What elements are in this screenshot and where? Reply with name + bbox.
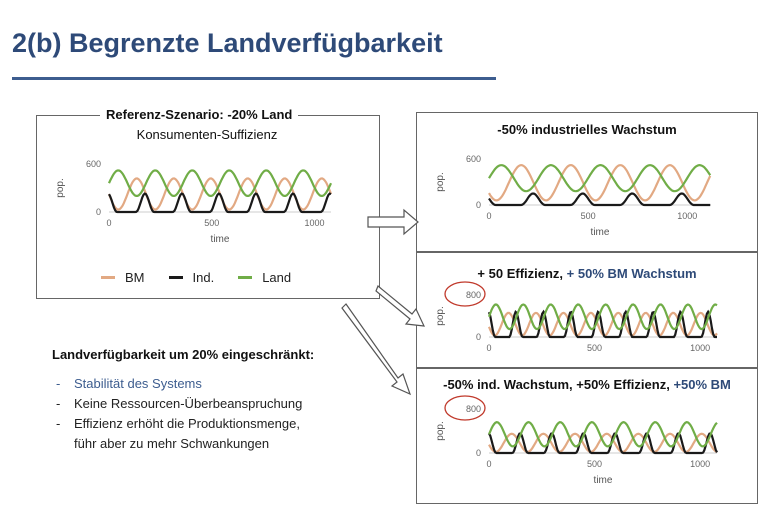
y-tick-label: 0 <box>475 332 481 342</box>
page-title: 2(b) Begrenzte Landverfügbarkeit <box>12 28 443 58</box>
x-tick-label: 1000 <box>690 343 711 353</box>
x-tick-label: 0 <box>486 211 492 221</box>
scenario-2-chart <box>417 113 757 251</box>
scenario-panel-3 <box>416 252 758 368</box>
y-tick-label: 800 <box>465 290 481 300</box>
x-tick-label: 500 <box>587 459 603 469</box>
note-item-continued: führ aber zu mehr Schwankungen <box>74 436 270 451</box>
legend-item-land <box>238 270 291 285</box>
x-axis-label: time <box>590 227 610 238</box>
y-tick-label: 0 <box>475 200 481 210</box>
y-axis-label: pop. <box>435 172 446 192</box>
arrow-to-panel-4 <box>340 300 420 400</box>
y-tick-label: 0 <box>475 448 481 458</box>
legend-item-ind <box>169 270 215 285</box>
x-tick-label: 1000 <box>690 459 711 469</box>
notes-list <box>52 374 302 454</box>
y-tick-label: 800 <box>465 404 481 414</box>
reference-panel <box>36 115 380 299</box>
reference-subtitle: Konsumenten-Suffizienz <box>136 127 278 142</box>
y-axis-label: pop. <box>435 421 446 441</box>
series-line-bm <box>489 165 710 200</box>
x-tick-label: 0 <box>486 459 492 469</box>
legend-label-land: Land <box>262 270 292 285</box>
scenario-3-title: + 50 Effizienz, + 50% BM Wachstum <box>477 266 697 281</box>
notes-heading: Landverfügbarkeit um 20% eingeschränkt: <box>52 347 315 362</box>
note-item: - Keine Ressourcen-Überbeanspruchung <box>52 394 302 414</box>
scenario-2-title: -50% industrielles Wachstum <box>497 122 677 137</box>
x-tick-label: 500 <box>204 218 220 228</box>
x-axis-label: time <box>593 475 613 486</box>
scenario-panel-2 <box>416 112 758 252</box>
legend-item-bm <box>101 270 145 285</box>
legend-label-bm: BM <box>125 270 145 285</box>
reference-legend <box>101 270 291 285</box>
title-underline <box>12 77 496 80</box>
x-tick-label: 1000 <box>677 211 698 221</box>
series-line-land <box>489 165 710 191</box>
legend-swatch-land <box>238 276 252 279</box>
x-axis-label: time <box>210 234 230 245</box>
legend-swatch-ind <box>169 276 183 279</box>
legend-label-ind: Ind. <box>192 270 215 285</box>
y-axis-label: pop. <box>435 306 446 326</box>
scenario-3-chart <box>417 253 757 367</box>
note-item: - Effizienz erhöht die Produktionsmenge, <box>52 414 302 434</box>
arrow-to-panel-2 <box>366 208 422 238</box>
scenario-4-chart <box>417 369 757 503</box>
scenario-panel-4 <box>416 368 758 504</box>
x-tick-label: 500 <box>580 211 596 221</box>
x-tick-label: 500 <box>587 343 603 353</box>
y-tick-label: 600 <box>85 159 101 169</box>
note-item: - Stabilität des Systems <box>52 374 302 394</box>
reference-title: Referenz-Szenario: -20% Land <box>100 107 298 122</box>
y-axis-label: pop. <box>55 178 66 198</box>
x-tick-label: 0 <box>106 218 112 228</box>
x-tick-label: 0 <box>486 343 492 353</box>
y-tick-label: 600 <box>465 154 481 164</box>
legend-swatch-bm <box>101 276 115 279</box>
series-line-ind <box>489 312 717 337</box>
x-tick-label: 1000 <box>304 218 325 228</box>
y-tick-label: 0 <box>95 207 101 217</box>
scenario-4-title: -50% ind. Wachstum, +50% Effizienz, +50% BM <box>443 377 731 392</box>
series-line-ind <box>109 194 331 212</box>
